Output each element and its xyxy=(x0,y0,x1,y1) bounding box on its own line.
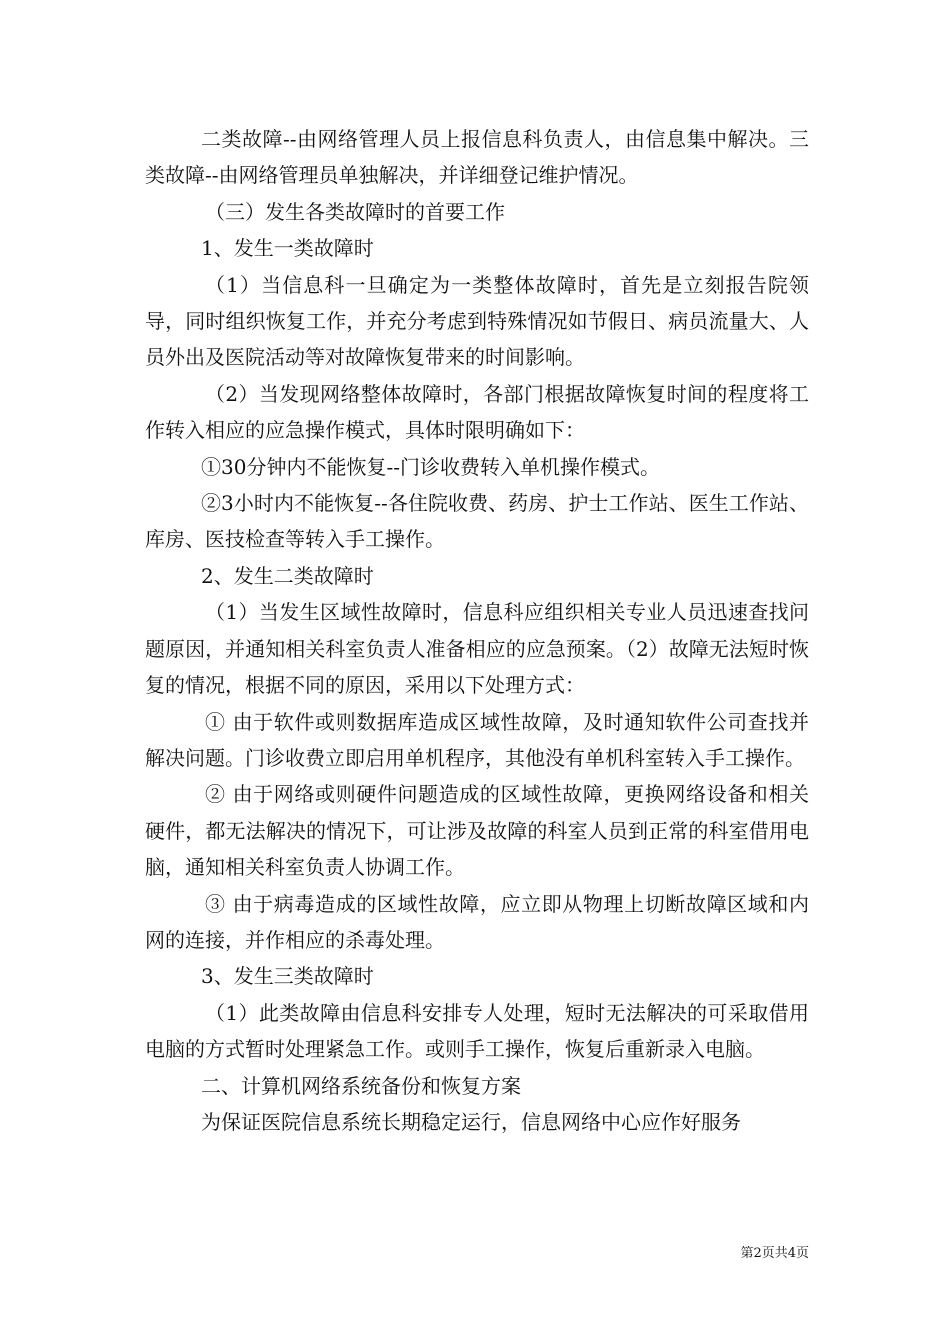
subheading-class-two-fault: 2、发生二类故障时 xyxy=(201,563,374,588)
page-number-footer: 第2页共4页 xyxy=(740,1246,809,1261)
paragraph-fault-class-two-three: 二类故障--由网络管理人员上报信息科负责人，由信息集中解决。三类故障--由网络管理员单独解决，并详细登记维护情况。 xyxy=(145,127,809,188)
list-item-virus-fault: ③ 由于病毒造成的区域性故障，应立即从物理上切断故障区域和内网的连接，并作相应的杀毒处理。 xyxy=(145,891,809,952)
section-heading-primary-tasks: （三）发生各类故障时的首要工作 xyxy=(205,199,505,224)
paragraph-class-three-handling: （1）此类故障由信息科安排专人处理，短时无法解决的可采取借用电脑的方式暂时处理紧急工作。或则手工操作，恢复后重新录入电脑。 xyxy=(145,1000,809,1062)
subheading-class-one-fault: 1、发生一类故障时 xyxy=(201,236,374,261)
paragraph-network-overall-fault: （2）当发现网络整体故障时，各部门根据故障恢复时间的程度将工作转入相应的应急操作模式，具体时限明确如下： xyxy=(145,381,809,443)
section-heading-backup-recovery: 二、计算机网络系统备份和恢复方案 xyxy=(201,1073,521,1098)
list-item-30-minutes: ①30分钟内不能恢复--门诊收费转入单机操作模式。 xyxy=(201,454,660,479)
paragraph-regional-fault: （1）当发生区域性故障时，信息科应组织相关专业人员迅速查找问题原因，并通知相关科室负责人准备相应的应急预案。（2）故障无法短时恢复的情况，根据不同的原因，采用以下处理方式： xyxy=(145,600,809,698)
paragraph-backup-intro: 为保证医院信息系统长期稳定运行，信息网络中心应作好服务 xyxy=(201,1109,741,1134)
list-item-3-hours: ②3小时内不能恢复--各住院收费、药房、护士工作站、医生工作站、库房、医技检查等转入手工操作。 xyxy=(145,491,809,552)
list-item-hardware-fault: ② 由于网络或则硬件问题造成的区域性故障，更换网络设备和相关硬件，都无法解决的情况下，可让涉及故障的科室人员到正常的科室借用电脑，通知相关科室负责人协调工作。 xyxy=(145,782,809,880)
list-item-software-fault: ① 由于软件或则数据库造成区域性故障，及时通知软件公司查找并解决问题。门诊收费立即启用单机程序，其他没有单机科室转入手工操作。 xyxy=(145,709,809,770)
document-body xyxy=(145,121,809,1140)
paragraph-class-one-report: （1）当信息科一旦确定为一类整体故障时，首先是立刻报告院领导，同时组织恢复工作，并充分考虑到特殊情况如节假日、病员流量大、人员外出及医院活动等对故障恢复带来的时间影响。 xyxy=(145,272,809,370)
subheading-class-three-fault: 3、发生三类故障时 xyxy=(201,964,374,989)
